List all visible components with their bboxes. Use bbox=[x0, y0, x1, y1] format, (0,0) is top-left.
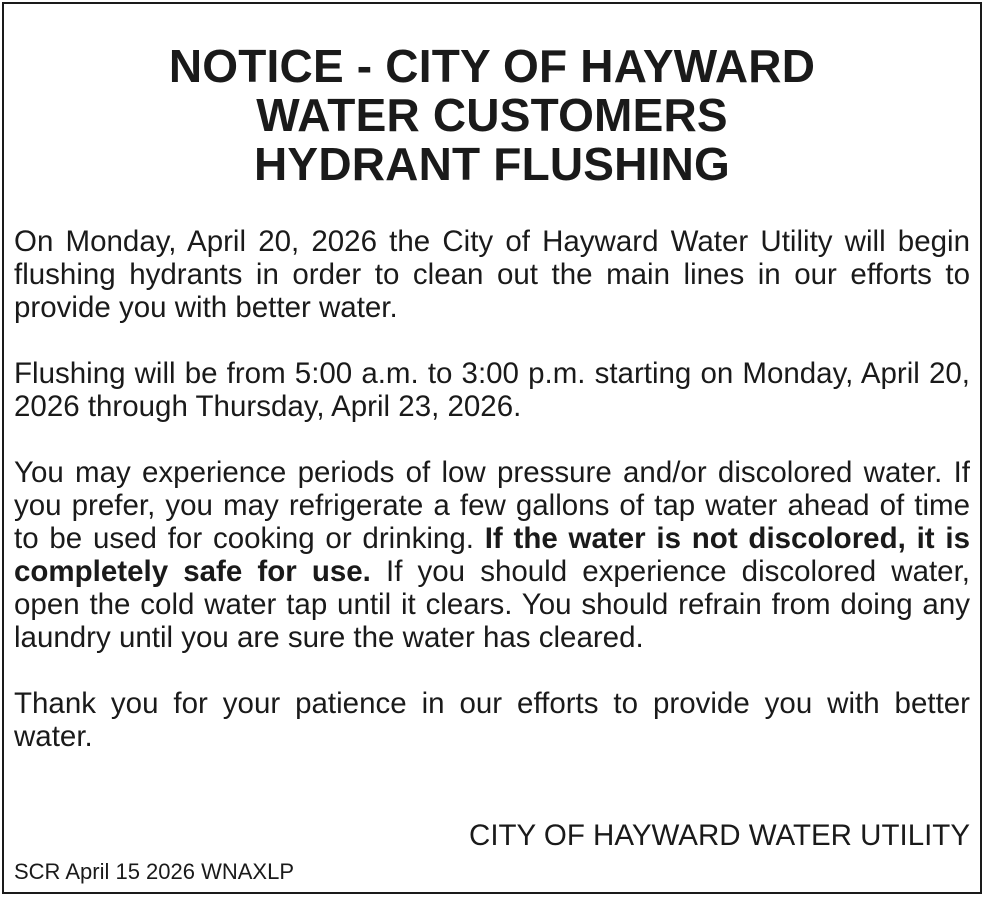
publication-reference: SCR April 15 2026 WNAXLP bbox=[14, 859, 295, 884]
notice-box bbox=[2, 2, 982, 894]
title-line-1: NOTICE - CITY OF HAYWARD bbox=[168, 40, 816, 92]
advice-text-1: You may experience periods of low pressure and/or discolored water. If you prefer, you may refrigerate a few gallons of tap water ahead of time to be used for cooking or drinking. bbox=[14, 456, 970, 555]
signature: CITY OF HAYWARD WATER UTILITY bbox=[469, 819, 970, 852]
title-line-2: WATER CUSTOMERS bbox=[256, 89, 728, 141]
paragraph-start-date: On Monday, April 20, 2026 the City of Hayward Water Utility will begin flushing hydrants in order to clean out the main lines in our efforts to provide you with better water. bbox=[14, 225, 970, 324]
paragraph-schedule: Flushing will be from 5:00 a.m. to 3:00 p.m. starting on Monday, April 20, 2026 through Thursday, April 23, 2026. bbox=[14, 357, 970, 423]
notice-title bbox=[4, 42, 980, 189]
paragraph-advice bbox=[14, 456, 970, 654]
advice-safety-note: If the water is not discolored, it is completely safe for use. bbox=[14, 522, 970, 588]
paragraph-thanks: Thank you for your patience in our efforts to provide you with better water. bbox=[14, 687, 970, 753]
title-line-3: HYDRANT FLUSHING bbox=[254, 138, 730, 190]
advice-text-2: If you should experience discolored water, open the cold water tap until it clears. You should refrain from doing any laundry until you are sure the water has cleared. bbox=[14, 555, 970, 654]
notice-body bbox=[14, 225, 970, 753]
